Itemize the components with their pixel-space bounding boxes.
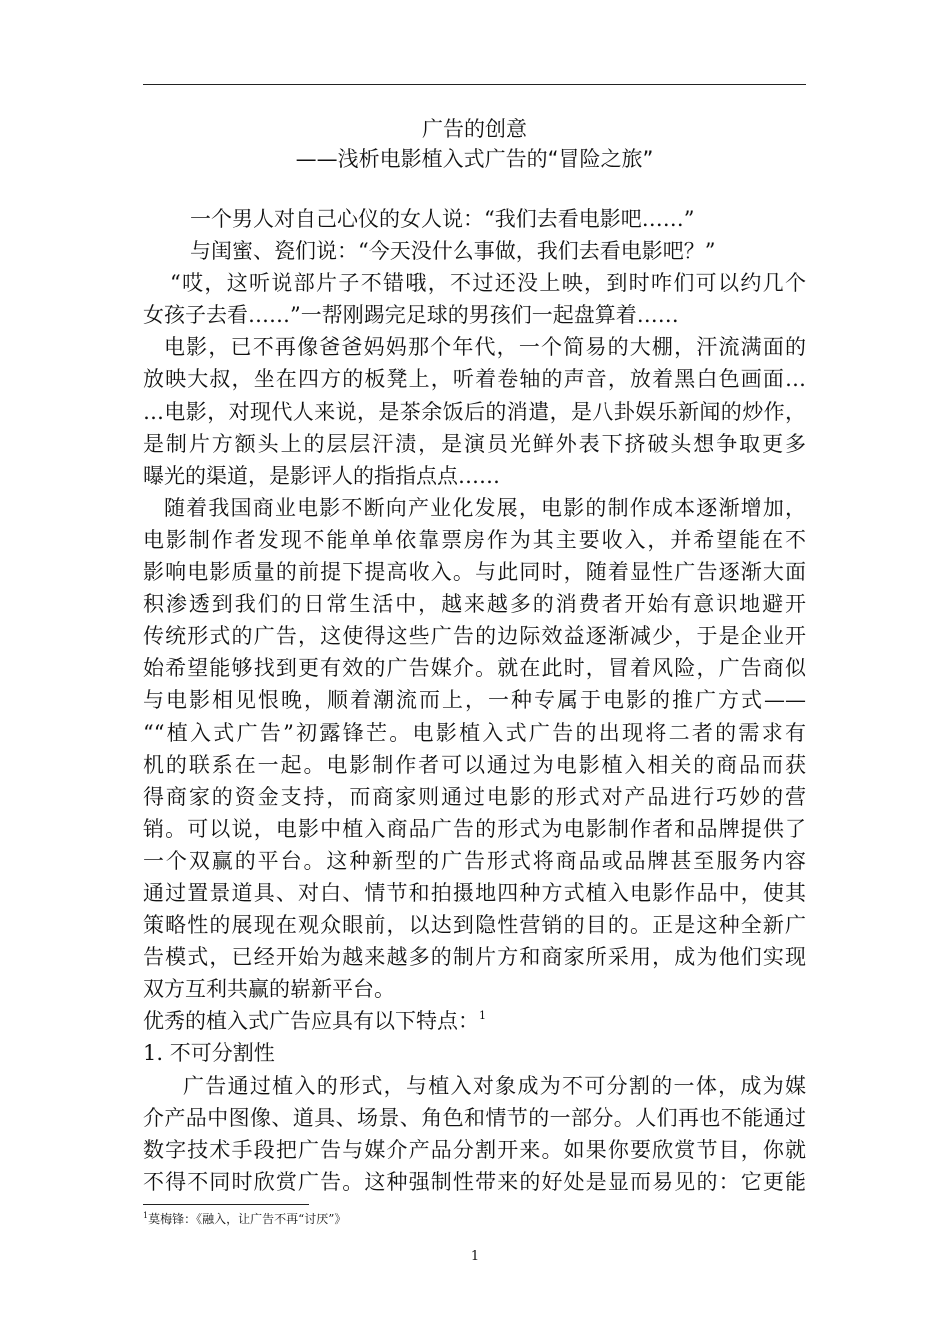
text-line: 随着我国商业电影不断向产业化发展，电影的制作成本逐渐增加， bbox=[164, 495, 806, 520]
features-intro-text: 优秀的植入式广告应具有以下特点： bbox=[143, 1009, 479, 1034]
text-line: 电影制作者发现不能单单依靠票房作为其主要收入，并希望能在不 bbox=[143, 527, 806, 552]
text-line: 女孩子去看……”一帮刚踢完足球的男孩们一起盘算着…… bbox=[143, 303, 679, 328]
text-line: 放映大叔，坐在四方的板凳上，听着卷轴的声音，放着黑白色画面… bbox=[143, 367, 806, 392]
footnote-rule bbox=[143, 1204, 309, 1205]
text-line: 与闺蜜、瓷们说：“今天没什么事做，我们去看电影吧？” bbox=[190, 239, 716, 264]
text-line: 电影，已不再像爸爸妈妈那个年代，一个简易的大棚，汗流满面的 bbox=[164, 335, 806, 360]
text-line: 介产品中图像、道具、场景、角色和情节的一部分。人们再也不能通过 bbox=[143, 1105, 806, 1130]
text-line: 销。可以说，电影中植入商品广告的形式为电影制作者和品牌提供了 bbox=[143, 816, 806, 841]
text-line: 传统形式的广告，这使得这些广告的边际效益逐渐减少，于是企业开 bbox=[143, 624, 806, 649]
text-line: 不得不同时欣赏广告。这种强制性带来的好处是显而易见的：它更能 bbox=[143, 1169, 806, 1194]
text-line: 机的联系在一起。电影制作者可以通过为电影植入相关的商品而获 bbox=[143, 752, 806, 777]
text-line: 一个男人对自己心仪的女人说：“我们去看电影吧……” bbox=[190, 207, 695, 231]
text-line: ““植入式广告”初露锋芒。电影植入式广告的出现将二者的需求有 bbox=[143, 720, 806, 745]
footnote-reference[interactable]: 1 bbox=[479, 1009, 486, 1023]
text-line: 双方互利共赢的崭新平台。 bbox=[143, 977, 395, 1002]
text-line: “哎，这听说部片子不错哦，不过还没上映，到时咋们可以约几个 bbox=[170, 271, 806, 296]
footnote-text: 莫梅锋：《融入，让广告不再“讨厌”》 bbox=[148, 1212, 347, 1226]
text-line: 始希望能够找到更有效的广告媒介。就在此时，冒着风险，广告商似 bbox=[143, 656, 806, 681]
page-number: 1 bbox=[470, 1249, 480, 1264]
text-line: 与电影相见恨晚，顺着潮流而上，一种专属于电影的推广方式—— bbox=[143, 688, 806, 713]
section-heading: 1. 不可分割性 bbox=[143, 1041, 275, 1066]
title-block bbox=[143, 114, 806, 174]
text-line: 通过置景道具、对白、情节和拍摄地四种方式植入电影作品中，使其 bbox=[143, 880, 806, 905]
text-line: …电影，对现代人来说，是茶余饭后的消遣，是八卦娱乐新闻的炒作， bbox=[143, 399, 806, 424]
text-line: 策略性的展现在观众眼前，以达到隐性营销的目的。正是这种全新广 bbox=[143, 913, 806, 938]
footnote-number: 1 bbox=[143, 1211, 149, 1220]
text-line: 曝光的渠道，是影评人的指指点点…… bbox=[143, 463, 500, 488]
text-line: 影响电影质量的前提下提高收入。与此同时，随着显性广告逐渐大面 bbox=[143, 560, 806, 585]
text-line: 数字技术手段把广告与媒介产品分割开来。如果你要欣赏节目，你就 bbox=[143, 1137, 806, 1162]
document-body bbox=[143, 203, 806, 1198]
page-subtitle: ——浅析电影植入式广告的“冒险之旅” bbox=[295, 147, 654, 171]
text-line: 是制片方额头上的层层汗渍，是演员光鲜外表下挤破头想争取更多 bbox=[143, 431, 806, 456]
text-line: 得商家的资金支持，而商家则通过电影的形式对产品进行巧妙的营 bbox=[143, 784, 806, 809]
footnote bbox=[143, 1211, 346, 1227]
page-title: 广告的创意 bbox=[422, 117, 527, 141]
header-rule bbox=[143, 84, 806, 85]
text-line: 告模式，已经开始为越来越多的制片方和商家所采用，成为他们实现 bbox=[143, 945, 806, 970]
features-intro-line bbox=[143, 1005, 806, 1037]
text-line: 广告通过植入的形式，与植入对象成为不可分割的一体，成为媒 bbox=[183, 1073, 806, 1098]
text-line: 积渗透到我们的日常生活中，越来越多的消费者开始有意识地避开 bbox=[143, 592, 806, 617]
text-line: 一个双赢的平台。这种新型的广告形式将商品或品牌甚至服务内容 bbox=[143, 848, 806, 873]
